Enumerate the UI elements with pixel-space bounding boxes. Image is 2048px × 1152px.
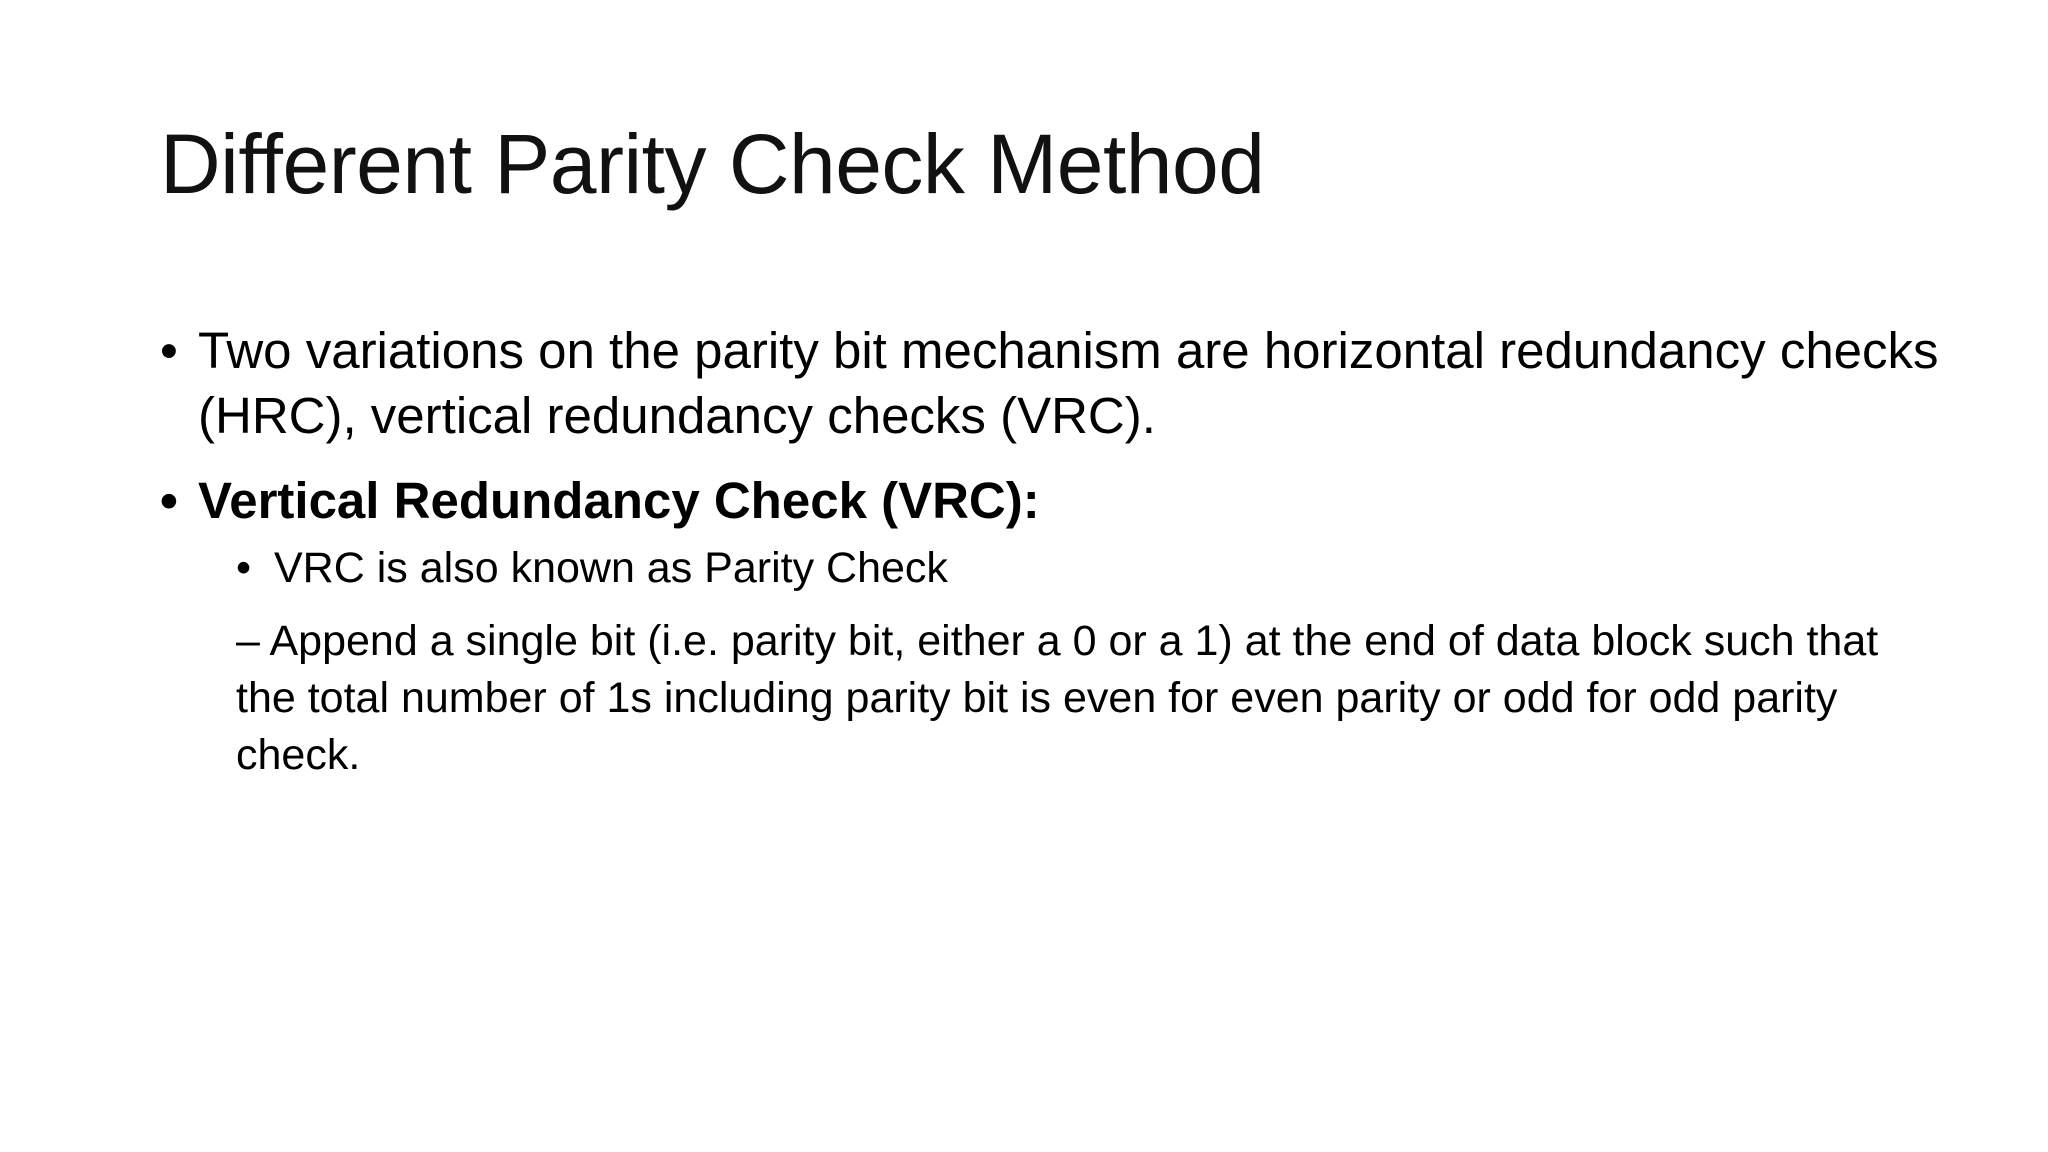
bullet-point [160,318,1960,448]
slide-content [160,318,1960,784]
bullet-icon: • [160,472,178,529]
sub-bullet-point [236,539,1960,597]
sub-bullet-text: VRC is also known as Parity Check [274,544,948,592]
bullet-icon: • [160,322,178,379]
bullet-point [160,468,1960,533]
slide-title: Different Parity Check Method [160,117,1265,211]
description-paragraph: – Append a single bit (i.e. parity bit, either a 0 or a 1) at the end of data block such that the total number of 1s including parity bit is even for even parity or odd for odd parity check. [236,617,1879,779]
bullet-text: Two variations on the parity bit mechanism are horizontal redundancy checks (HRC), vertical redundancy checks (VRC). [198,322,1939,444]
bullet-heading: Vertical Redundancy Check (VRC): [198,472,1040,529]
bullet-icon: • [236,544,252,592]
